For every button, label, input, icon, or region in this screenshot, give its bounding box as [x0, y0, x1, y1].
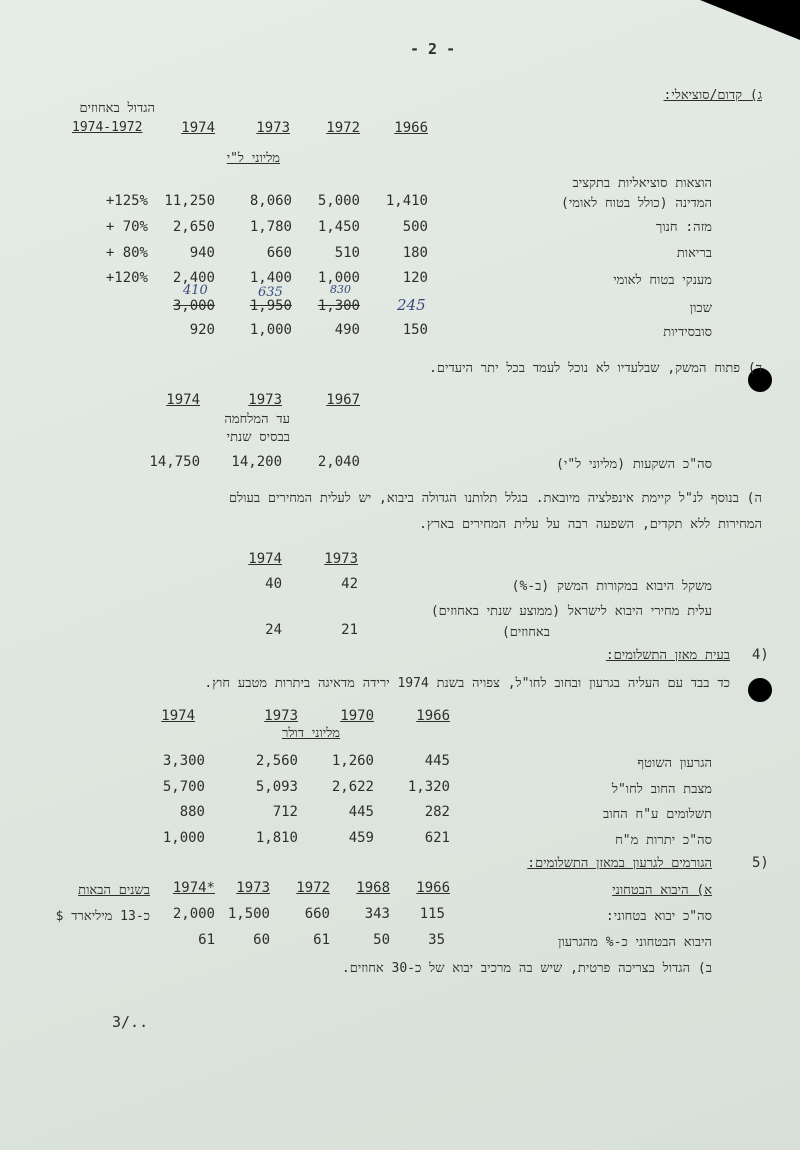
- table-cell: 2,400: [172, 270, 215, 286]
- row-label: עלית מחירי היבוא לישראל (ממוצע שנתי באחוזים): [430, 604, 712, 619]
- section-4-heading: בעית מאזן התשלומים:: [605, 648, 730, 663]
- year-header: בשנים הבאות: [78, 883, 150, 898]
- table-cell: 459: [348, 830, 374, 846]
- table-cell: 21: [341, 622, 358, 638]
- section-e-line: ה) בנוסף לנ"ל קיימת אינפלציה מיובאת. בגלל תלותנו הגדולה ביבוא, יש לעלית המחירים בעולם: [228, 491, 762, 506]
- table-cell: 35: [428, 932, 445, 948]
- row-label: בריאות: [676, 246, 712, 261]
- row-label: סובסידיות: [663, 325, 712, 340]
- unit-label: מליוני דולר: [281, 726, 340, 741]
- row-label: הוצאות סוציאליות בתקציב: [572, 176, 712, 191]
- row-label: מזה: חנוך: [655, 220, 712, 235]
- table-cell: 60: [253, 932, 270, 948]
- table-cell: 1,500: [227, 906, 270, 922]
- table-cell: 14,200: [231, 454, 282, 470]
- table-cell: 282: [424, 804, 450, 820]
- year-header: 1974*: [172, 880, 215, 896]
- table-cell: 24: [265, 622, 282, 638]
- table-cell: 500: [402, 219, 428, 235]
- row-label: היבוא הבטחוני כ-% מהגרעון: [558, 935, 712, 950]
- year-header: 1974: [166, 392, 200, 408]
- table-cell-struck: 1,950: [249, 298, 292, 314]
- table-cell: 490: [334, 322, 360, 338]
- table-cell: 445: [424, 753, 450, 769]
- handwritten-correction: 245: [397, 296, 426, 314]
- table-cell: 115: [419, 906, 445, 922]
- table-cell: 2,000: [172, 906, 215, 922]
- table-cell: 1,320: [407, 779, 450, 795]
- year-header: 1966: [416, 880, 450, 896]
- row-label: סה"כ יבוא בטחוני:: [605, 909, 712, 924]
- row-label: סה"כ יתרות מ"ח: [615, 833, 712, 848]
- table-cell: 5,700: [162, 779, 205, 795]
- section-4-line: כד בבד עם העליה בגרעון ובחוב לחו"ל, צפויה בשנת 1974 ירידה מדאיגה ביתרות מטבע חוץ.: [204, 676, 730, 691]
- page-number: - 2 -: [410, 40, 456, 58]
- table-cell: 660: [304, 906, 330, 922]
- row-label: מצבת החוב לחו"ל: [611, 782, 712, 797]
- table-cell: 445: [348, 804, 374, 820]
- table-cell: 1,400: [249, 270, 292, 286]
- table-cell: 2,560: [255, 753, 298, 769]
- table-cell: 660: [266, 245, 292, 261]
- row-label: סה"כ השקעות (מליוני ל"י): [556, 457, 712, 472]
- year-header: 1967: [326, 392, 360, 408]
- year-header: 1973: [324, 551, 358, 567]
- punch-hole: [748, 678, 772, 702]
- table-cell: 8,060: [249, 193, 292, 209]
- table-cell: 920: [189, 322, 215, 338]
- table-cell: 3,300: [162, 753, 205, 769]
- page-corner-shadow: [700, 0, 800, 40]
- table-cell: 61: [198, 932, 215, 948]
- section-5-sub-b: ב) הגדול בצריכה פרטית, שיש בה מרכיב יבוא של כ-30 אחוזים.: [341, 961, 712, 976]
- table-cell: 880: [179, 804, 205, 820]
- table-cell: 40: [265, 576, 282, 592]
- table-cell: 1,450: [317, 219, 360, 235]
- table-cell-struck: 1,300: [317, 298, 360, 314]
- section-number: 5): [752, 855, 769, 871]
- unit-label: מליוני ל"י: [226, 151, 280, 166]
- table-cell: 2,040: [317, 454, 360, 470]
- table-cell: 1,410: [385, 193, 428, 209]
- year-header: 1974: [181, 120, 215, 136]
- table-cell: כ-13 מיליארד $: [55, 909, 150, 924]
- section-5-heading: הגורמים לגרעון במאזן התשלומים:: [527, 856, 712, 871]
- table-cell: 343: [364, 906, 390, 922]
- table-cell: 150: [402, 322, 428, 338]
- table-cell: 120: [402, 270, 428, 286]
- row-label: הגרעון השוטף: [637, 756, 712, 771]
- section-5-sub-a: א) היבוא הבטחוני: [612, 883, 712, 898]
- pct-header-years: 1974-1972: [72, 120, 143, 135]
- pct-cell: +120%: [105, 270, 148, 286]
- table-cell: 42: [341, 576, 358, 592]
- section-e-line: המחירות ללא תקדים, השפעה רבה על עלית המחירים בארץ.: [419, 517, 762, 532]
- row-label: מענקי בטוח לאומי: [613, 273, 712, 288]
- handwritten-correction: 635: [258, 285, 283, 300]
- year-header: 1972: [326, 120, 360, 136]
- table-cell: 5,000: [317, 193, 360, 209]
- section-d-heading: ד) פתוח המשק, שבלעדיו לא נוכל לעמד בכל יתר היעדים.: [429, 361, 762, 376]
- row-label: המדינה (כולל בטוח לאומי): [561, 196, 712, 211]
- row-label: משקל היבוא במקורות המשק (ב-%): [511, 579, 712, 594]
- table-cell: 940: [189, 245, 215, 261]
- page-continuation: 3/..: [112, 1013, 149, 1031]
- year-header: 1973: [264, 708, 298, 724]
- row-label: שכון: [689, 301, 712, 316]
- table-cell: 712: [272, 804, 298, 820]
- year-header: 1966: [394, 120, 428, 136]
- table-cell: 1,000: [317, 270, 360, 286]
- year-header: 1968: [356, 880, 390, 896]
- row-label: באחוזים): [501, 625, 550, 640]
- table-cell: 14,750: [149, 454, 200, 470]
- table-cell: 1,260: [331, 753, 374, 769]
- pct-cell: +125%: [105, 193, 148, 209]
- pct-cell: + 80%: [105, 245, 148, 261]
- year-header: 1973: [236, 880, 270, 896]
- pct-cell: + 70%: [105, 219, 148, 235]
- year-header: 1972: [296, 880, 330, 896]
- section-c-heading: ג) קדום/סוציאלי:: [663, 88, 762, 103]
- year-header: 1966: [416, 708, 450, 724]
- pct-header-label: הגדול באחוזים: [79, 101, 155, 116]
- table-cell: 621: [424, 830, 450, 846]
- handwritten-correction: 830: [330, 283, 351, 296]
- year-note: בבסיס שנתי: [226, 430, 290, 445]
- table-cell: 61: [313, 932, 330, 948]
- table-cell: 1,810: [255, 830, 298, 846]
- table-cell: 1,000: [249, 322, 292, 338]
- table-cell: 11,250: [164, 193, 215, 209]
- year-header: 1974: [248, 551, 282, 567]
- section-number: 4): [752, 647, 769, 663]
- year-header: 1974: [161, 708, 195, 724]
- row-label: תשלומים ע"ח החוב: [602, 807, 712, 822]
- year-header: 1970: [340, 708, 374, 724]
- year-header: 1973: [248, 392, 282, 408]
- table-cell: 5,093: [255, 779, 298, 795]
- table-cell: 510: [334, 245, 360, 261]
- handwritten-correction: 410: [183, 283, 208, 298]
- year-note: עד המלחמה: [224, 412, 290, 427]
- year-header: 1973: [256, 120, 290, 136]
- table-cell: 1,000: [162, 830, 205, 846]
- table-cell: 2,622: [331, 779, 374, 795]
- table-cell: 180: [402, 245, 428, 261]
- table-cell: 2,650: [172, 219, 215, 235]
- table-cell-struck: 3,000: [172, 298, 215, 314]
- table-cell: 1,780: [249, 219, 292, 235]
- table-cell: 50: [373, 932, 390, 948]
